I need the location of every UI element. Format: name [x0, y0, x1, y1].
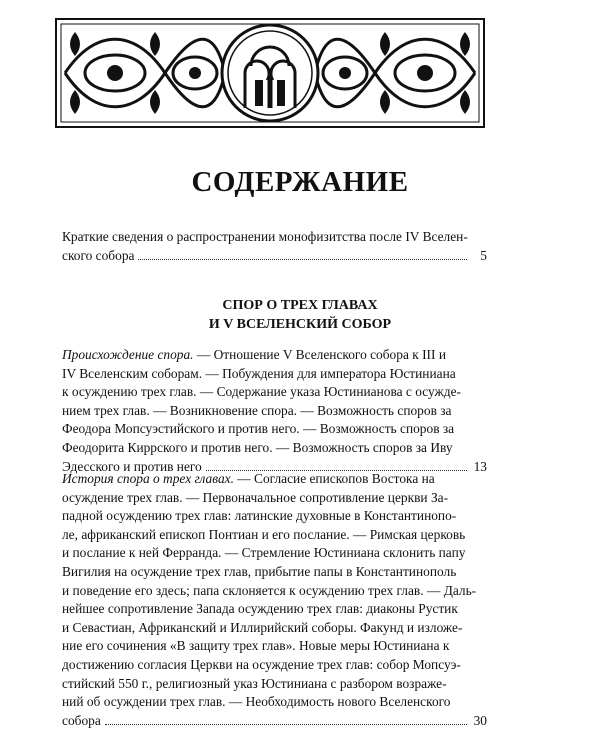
- toc-entry-text: IV Вселенским соборам. — Побуждения для императора Юстиниана: [62, 365, 456, 381]
- toc-entry-text: — Отношение V Вселенского собора к III и: [193, 347, 446, 362]
- toc-entry-text: нием трех глав. — Возникновение спора. — Возможность споров за: [62, 402, 452, 418]
- page-number: 5: [480, 247, 487, 263]
- leader-dots: [138, 258, 467, 260]
- toc-entry[interactable]: [62, 228, 487, 265]
- toc-entry-text: достижению согласия Церкви на осуждение трех глав: собор Мопсуэ-: [62, 656, 461, 672]
- toc-entry[interactable]: [62, 470, 487, 730]
- toc-entry-text: ние его сочинения «В защиту трех глав». Новые меры Юстиниана к: [62, 638, 450, 654]
- toc-entry-text: ле, африканский епископ Понтиан и его послание. — Римская церковь: [62, 526, 466, 542]
- page-title: СОДЕРЖАНИЕ: [191, 166, 409, 198]
- toc-entry-text: Феодорита Киррского и против него. — Возможность споров за Иву: [62, 439, 453, 455]
- toc-entry-lead: Происхождение спора.: [62, 347, 194, 362]
- toc-entry-text: Эдесского и против него: [62, 458, 202, 474]
- toc-entry-text: собора: [62, 712, 101, 728]
- toc-entry-text: стийский 550 г., религиозный указ Юстиниана с разбором возраже-: [62, 675, 447, 691]
- toc-entry-text: и поведение его здесь; папа склоняется к осуждению трех глав. — Даль-: [62, 582, 477, 598]
- leader-dots: [105, 723, 467, 725]
- section-heading: [0, 296, 600, 334]
- toc-entry[interactable]: [62, 346, 487, 476]
- page-number: 13: [473, 458, 487, 474]
- section-heading-line: И V ВСЕЛЕНСКИЙ СОБОР: [208, 317, 392, 332]
- toc-entry-text: — Согласие епископов Востока на: [233, 471, 435, 486]
- toc-entry-text: и Севастиан, Африканский и Иллирийский соборы. Факунд и изложе-: [62, 619, 463, 635]
- toc-entry-text: Вигилия на осуждение трех глав, прибытие папы в Константинополь: [62, 563, 457, 579]
- toc-entry-text: осуждение трех глав. — Первоначальное сопротивление церкви За-: [62, 489, 449, 505]
- toc-entry-text: к осуждению трех глав. — Содержание указа Юстинианова с осужде-: [62, 384, 461, 400]
- toc-entry-text: Краткие сведения о распространении монофизитства после IV Вселен-: [62, 229, 468, 244]
- toc-entry-lead: История спора о трех главах.: [62, 471, 234, 486]
- toc-entry-text: ний об осуждении трех глав. — Необходимость нового Вселенского: [62, 694, 451, 710]
- toc-entry-text: ского собора: [62, 247, 135, 263]
- toc-entry-text: падной осуждению трех глав: латинские духовные в Константинопо-: [62, 508, 457, 524]
- toc-entry-text: Феодора Мопсуэстийского и против него. — Возможность споров за: [62, 421, 455, 437]
- section-heading-line: СПОР О ТРЕХ ГЛАВАХ: [222, 298, 378, 313]
- toc-entry-text: нейшее сопротивление Запада осуждению трех глав: диаконы Рустик: [62, 601, 458, 617]
- page-number: 30: [473, 712, 487, 728]
- ornamental-headpiece: [55, 18, 485, 128]
- toc-entry-text: и послание к ней Ферранда. — Стремление Юстиниана склонить папу: [62, 545, 466, 561]
